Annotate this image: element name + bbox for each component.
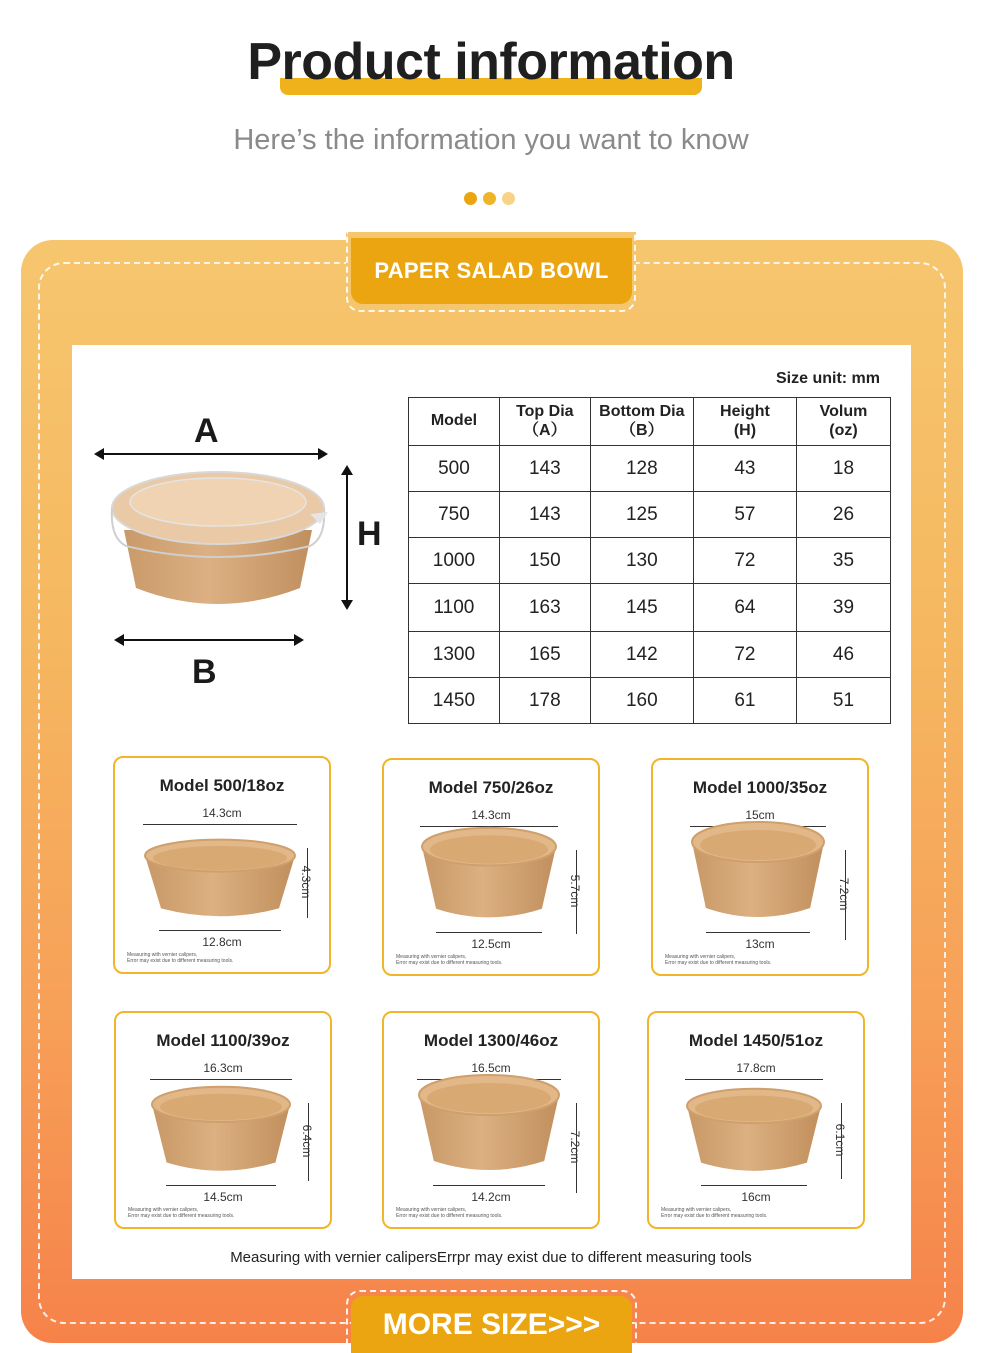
card-top-line [143, 824, 297, 825]
card-bottom-diameter: 12.8cm [202, 935, 242, 949]
card-measure-note: Measuring with vernier calipers, Error may exist due to different measuring tools. [128, 1207, 235, 1219]
dimension-label-b: B [192, 653, 217, 691]
table-cell: 1300 [409, 632, 500, 678]
table-cell: 1100 [409, 584, 500, 632]
card-measure-note: Measuring with vernier calipers, Error may exist due to different measuring tools. [396, 954, 503, 966]
card-bottom-line [166, 1185, 276, 1186]
dot-2 [483, 192, 496, 205]
kraft-bowl-image [150, 1085, 292, 1177]
card-measure-note: Measuring with vernier calipers, Error may exist due to different measuring tools. [396, 1207, 503, 1219]
table-header-row [409, 398, 891, 446]
table-cell: 64 [693, 584, 796, 632]
section-tab: PAPER SALAD BOWL [351, 238, 632, 304]
card-height: 6.1cm [833, 1123, 847, 1157]
dimension-label-a: A [194, 412, 219, 450]
specification-table [408, 397, 891, 724]
more-size-button[interactable]: MORE SIZE>>> [351, 1296, 632, 1353]
table-row [409, 492, 891, 538]
card-height: 7.2cm [568, 1130, 582, 1164]
model-card [382, 758, 600, 976]
table-row [409, 678, 891, 724]
table-cell: 142 [590, 632, 693, 678]
card-bottom-line [701, 1185, 807, 1186]
card-bottom-diameter: 12.5cm [471, 937, 511, 951]
dimension-label-h: H [357, 515, 382, 553]
card-title: Model 1000/35oz [692, 778, 828, 797]
model-card [382, 1011, 600, 1229]
card-bottom-line [159, 930, 281, 931]
card-bottom-diameter: 16cm [741, 1190, 771, 1204]
bottom-diameter-arrow [116, 639, 302, 641]
kraft-bowl-image [690, 820, 826, 924]
kraft-bowl-image [685, 1087, 823, 1177]
table-row [409, 446, 891, 492]
page-subtitle: Here’s the information you want to know [233, 124, 749, 156]
decorative-dots [464, 192, 515, 205]
model-card [113, 756, 331, 974]
card-bottom-line [706, 932, 810, 933]
card-top-diameter: 16.5cm [471, 1061, 511, 1075]
table-cell: 143 [499, 492, 590, 538]
model-card [647, 1011, 865, 1229]
table-cell: 35 [797, 538, 891, 584]
card-height: 5.7cm [568, 874, 582, 908]
card-bottom-diameter: 14.2cm [471, 1190, 511, 1204]
header-model: Model [409, 398, 500, 446]
table-cell: 178 [499, 678, 590, 724]
model-card [651, 758, 869, 976]
dot-1 [464, 192, 477, 205]
page-title: Product information [247, 33, 735, 91]
card-title: Model 500/18oz [159, 776, 285, 795]
table-row [409, 584, 891, 632]
table-cell: 163 [499, 584, 590, 632]
table-cell: 125 [590, 492, 693, 538]
kraft-bowl-image [420, 826, 558, 924]
model-card [114, 1011, 332, 1229]
card-title: Model 750/26oz [428, 778, 554, 797]
card-top-diameter: 16.3cm [203, 1061, 243, 1075]
table-cell: 51 [797, 678, 891, 724]
table-cell: 39 [797, 584, 891, 632]
table-cell: 145 [590, 584, 693, 632]
size-unit-label: Size unit: mm [776, 370, 881, 387]
table-cell: 160 [590, 678, 693, 724]
header-volume: Volum (oz) [797, 398, 891, 446]
card-height: 4.3cm [299, 865, 313, 899]
table-cell: 130 [590, 538, 693, 584]
table-cell: 750 [409, 492, 500, 538]
card-title: Model 1450/51oz [688, 1031, 824, 1050]
card-measure-note: Measuring with vernier calipers, Error may exist due to different measuring tools. [661, 1207, 768, 1219]
top-diameter-arrow [96, 453, 326, 455]
header-bottom-dia: Bottom Dia （B） [590, 398, 693, 446]
header-height: Height (H) [693, 398, 796, 446]
table-cell: 150 [499, 538, 590, 584]
table-row [409, 632, 891, 678]
card-bottom-line [433, 1185, 545, 1186]
card-top-diameter: 14.3cm [471, 808, 511, 822]
height-arrow [346, 467, 348, 608]
card-title: Model 1100/39oz [156, 1031, 290, 1050]
card-bottom-diameter: 14.5cm [203, 1190, 243, 1204]
measuring-footnote: Measuring with vernier calipersErrpr may exist due to different measuring tools [230, 1249, 752, 1266]
bowl-with-lid-image [106, 468, 330, 620]
table-row [409, 538, 891, 584]
card-measure-note: Measuring with vernier calipers, Error may exist due to different measuring tools. [127, 952, 234, 964]
card-top-diameter: 14.3cm [202, 806, 242, 820]
card-top-line [685, 1079, 823, 1080]
table-cell: 57 [693, 492, 796, 538]
kraft-bowl-image [417, 1073, 561, 1177]
table-cell: 72 [693, 538, 796, 584]
table-cell: 500 [409, 446, 500, 492]
dot-3 [502, 192, 515, 205]
table-cell: 128 [590, 446, 693, 492]
table-cell: 26 [797, 492, 891, 538]
card-top-diameter: 15cm [745, 808, 775, 822]
card-title: Model 1300/46oz [423, 1031, 559, 1050]
table-cell: 18 [797, 446, 891, 492]
table-cell: 143 [499, 446, 590, 492]
card-top-diameter: 17.8cm [736, 1061, 776, 1075]
card-measure-note: Measuring with vernier calipers, Error may exist due to different measuring tools. [665, 954, 772, 966]
table-cell: 43 [693, 446, 796, 492]
table-cell: 1450 [409, 678, 500, 724]
table-cell: 61 [693, 678, 796, 724]
card-bottom-line [436, 932, 542, 933]
table-cell: 46 [797, 632, 891, 678]
table-cell: 72 [693, 632, 796, 678]
card-top-line [150, 1079, 292, 1080]
header-top-dia: Top Dia （A） [499, 398, 590, 446]
kraft-bowl-image [143, 838, 297, 922]
card-height: 6.4cm [300, 1124, 314, 1158]
card-height: 7.2cm [837, 877, 851, 911]
table-cell: 165 [499, 632, 590, 678]
card-bottom-diameter: 13cm [745, 937, 775, 951]
table-cell: 1000 [409, 538, 500, 584]
